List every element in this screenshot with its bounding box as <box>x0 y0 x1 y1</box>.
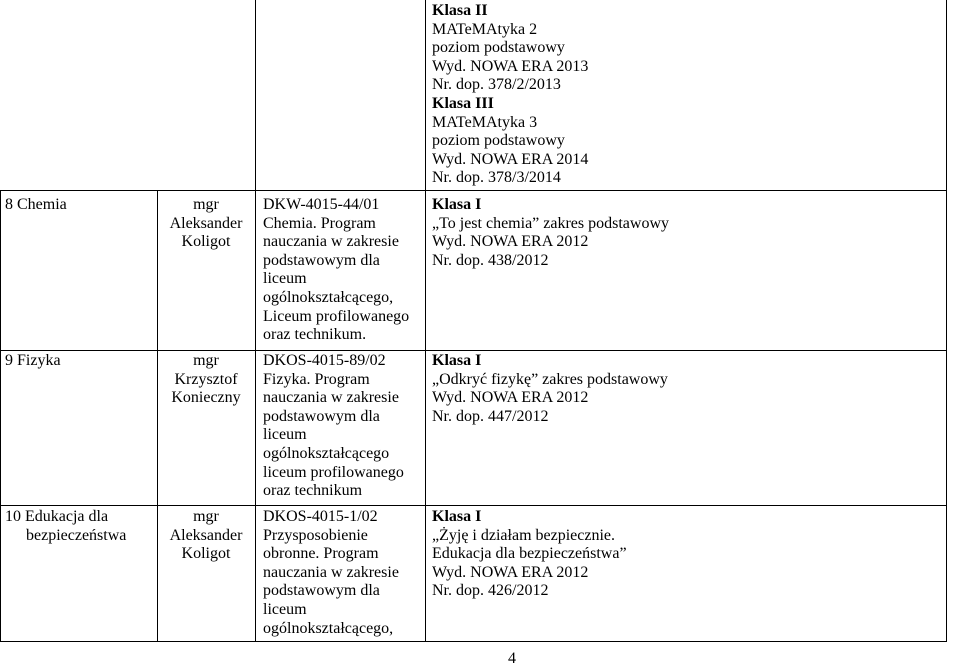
program-line: Przysposobienie <box>263 526 368 544</box>
row-number: 8 <box>5 196 13 213</box>
teacher-line: mgr <box>193 196 219 213</box>
row-10-program <box>263 508 399 638</box>
teacher-line: Koligot <box>181 545 231 563</box>
row-9-program <box>263 352 404 501</box>
row-8-books <box>432 196 669 270</box>
table-border-right <box>946 0 947 642</box>
row-9-teacher <box>158 352 254 408</box>
program-line: nauczania w zakresie <box>263 563 399 581</box>
book-line: MATeMAtyka 3 <box>432 113 538 131</box>
book-line: Klasa II <box>432 2 488 19</box>
book-line: Wyd. NOWA ERA 2012 <box>432 389 589 407</box>
teacher-line: Aleksander <box>169 526 243 544</box>
book-line: Nr. dop. 438/2012 <box>432 251 549 269</box>
table-border-row10-top <box>0 505 947 506</box>
program-line: liceum <box>263 270 307 288</box>
teacher-line: Koligot <box>181 233 231 251</box>
program-line: liceum <box>263 600 307 618</box>
book-line: MATeMAtyka 2 <box>432 20 538 38</box>
program-line: Fizyka. Program <box>263 370 370 388</box>
table-border-col2 <box>157 190 158 642</box>
program-line: DKOS-4015-1/02 <box>263 508 378 525</box>
teacher-line: mgr <box>193 352 219 369</box>
program-line: liceum <box>263 426 307 444</box>
row-9-number-subject <box>5 352 61 371</box>
row-number: 10 <box>5 508 21 525</box>
subject-name: Fizyka <box>17 352 61 369</box>
table-border-row8-top <box>0 190 947 191</box>
row-subject <box>5 352 61 371</box>
book-line: „Odkryć fizykę” zakres podstawowy <box>432 370 668 388</box>
book-line: poziom podstawowy <box>432 132 565 150</box>
book-line: Klasa I <box>432 508 482 525</box>
book-line: Klasa I <box>432 352 482 369</box>
book-line: „Żyję i działam bezpiecznie. <box>432 526 616 544</box>
table-border-row9-top <box>0 350 947 351</box>
program-line: DKOS-4015-89/02 <box>263 352 386 369</box>
program-line: podstawowym dla <box>263 407 380 425</box>
row-8-program <box>263 196 409 345</box>
table-border-col4 <box>425 0 426 642</box>
teacher-line: Aleksander <box>169 214 243 232</box>
book-line: Klasa III <box>432 94 494 112</box>
program-line: oraz technikum <box>263 482 363 500</box>
row-subject <box>5 508 126 527</box>
table-border-bottom <box>0 641 947 642</box>
program-line: ogólnokształcącego, <box>263 288 394 306</box>
book-line: Wyd. NOWA ERA 2012 <box>432 563 589 581</box>
book-line: Nr. dop. 447/2012 <box>432 407 549 425</box>
book-line: Wyd. NOWA ERA 2014 <box>432 150 589 168</box>
book-line: „To jest chemia” zakres podstawowy <box>432 214 670 232</box>
table-border-left <box>0 190 1 642</box>
book-line: Nr. dop. 378/3/2014 <box>432 169 561 187</box>
row-10-teacher <box>158 508 254 564</box>
book-line: poziom podstawowy <box>432 39 565 57</box>
book-line: Wyd. NOWA ERA 2012 <box>432 233 589 251</box>
program-line: oraz technikum. <box>263 326 367 344</box>
row-number: 9 <box>5 352 13 369</box>
program-line: podstawowym dla <box>263 582 380 600</box>
teacher-line: mgr <box>193 508 219 525</box>
row-subject <box>5 196 67 215</box>
page-number: 4 <box>508 650 516 667</box>
books-cell-continued <box>432 2 588 188</box>
row-10-books <box>432 508 627 601</box>
row-8-teacher <box>158 196 254 252</box>
teacher-line: Konieczny <box>171 389 241 407</box>
row-10-number-subject <box>5 508 126 545</box>
row-9-books <box>432 352 668 426</box>
program-line: obronne. Program <box>263 545 379 563</box>
book-line: Edukacja dla bezpieczeństwa” <box>432 545 627 563</box>
book-line: Nr. dop. 378/2/2013 <box>432 76 561 94</box>
program-line: ogólnokształcącego <box>263 444 390 462</box>
program-line: DKW-4015-44/01 <box>263 196 380 213</box>
book-line: Nr. dop. 426/2012 <box>432 582 549 600</box>
book-line: Klasa I <box>432 196 482 213</box>
row-subject: bezpieczeństwa <box>26 526 127 544</box>
program-line: podstawowym dla <box>263 251 380 269</box>
row-8-number-subject <box>5 196 67 215</box>
subject-name: Chemia <box>17 196 67 213</box>
program-line: nauczania w zakresie <box>263 233 399 251</box>
table-border-col3 <box>255 0 256 642</box>
program-line: ogólnokształcącego, <box>263 619 394 637</box>
program-line: Liceum profilowanego <box>263 307 410 325</box>
program-line: Chemia. Program <box>263 214 376 232</box>
book-line: Wyd. NOWA ERA 2013 <box>432 57 589 75</box>
subject-name: Edukacja dla <box>25 508 109 525</box>
teacher-line: Krzysztof <box>174 370 238 388</box>
program-line: liceum profilowanego <box>263 463 404 481</box>
program-line: nauczania w zakresie <box>263 389 399 407</box>
